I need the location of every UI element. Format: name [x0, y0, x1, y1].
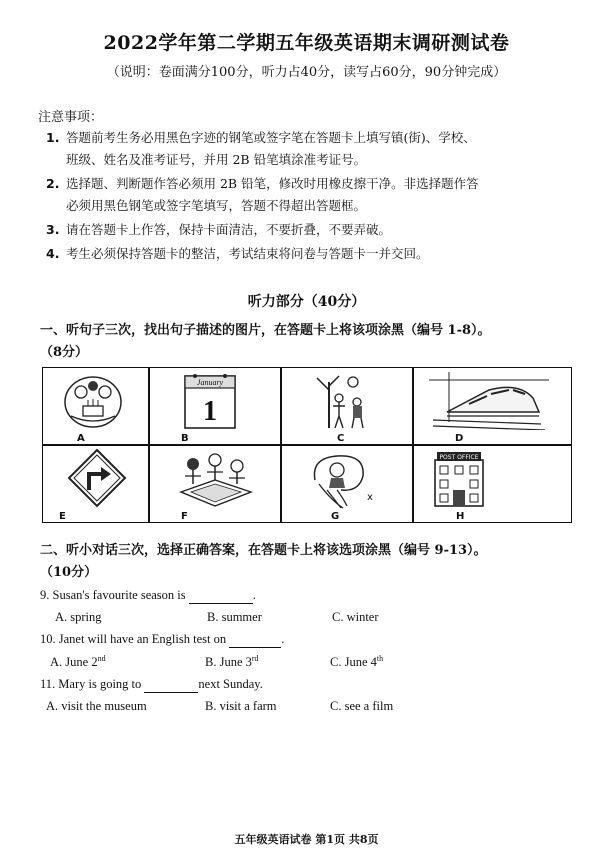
picture-label: C: [337, 433, 345, 444]
page-footer: 五年级英语试卷 第1页 共8页: [234, 833, 379, 846]
question-9: [40, 588, 256, 604]
question-tail: next Sunday.: [198, 677, 263, 691]
note-item: [46, 243, 566, 265]
picture-d[interactable]: [413, 368, 571, 445]
picture-label: B: [181, 433, 189, 444]
option-text: A. June 2: [50, 655, 98, 670]
post-office-sign: POST OFFICE: [439, 454, 479, 461]
part-one-instructions: [40, 320, 570, 364]
post-office-icon: [429, 450, 489, 510]
picnic-icon: [171, 450, 255, 508]
picture-label: A: [77, 433, 85, 444]
answer-blank: [229, 632, 281, 648]
option-11c[interactable]: C. see a film: [330, 699, 394, 713]
train-icon: [429, 372, 549, 430]
note-text: 考生必须保持答题卡的整洁，考试结束将问卷与答题卡一并交回。: [66, 246, 429, 261]
question-10: [40, 632, 284, 648]
calendar-day: 1: [203, 396, 217, 427]
picture-label: E: [59, 511, 66, 522]
ordinal-suffix: nd: [97, 654, 106, 663]
picture-label: G: [331, 511, 340, 522]
option-11a[interactable]: A. visit the museum: [46, 699, 147, 713]
question-11: [40, 677, 263, 693]
note-text: 请在答题卡上作答，保持卡面清洁，不要折叠，不要弄破。: [66, 222, 392, 237]
ordinal-suffix: rd: [251, 654, 259, 663]
picture-h[interactable]: [413, 446, 571, 523]
child-scene-icon: [301, 450, 381, 510]
option-9c[interactable]: C. winter: [332, 610, 379, 624]
picture-c[interactable]: [281, 368, 413, 445]
exam-title: 2022学年第二学期五年级英语期末调研测试卷: [103, 32, 510, 54]
exam-instructions: （说明：卷面满分100分，听力占40分，读写占60分，90分钟完成）: [106, 65, 507, 80]
picture-e[interactable]: [43, 446, 148, 523]
picture-grid: [42, 367, 572, 523]
answer-blank: [144, 677, 198, 693]
option-text: B. June 3: [205, 655, 252, 670]
question-tail: .: [281, 632, 285, 646]
note-item: [46, 219, 566, 241]
picture-label: H: [456, 511, 465, 522]
note-item: [46, 127, 566, 171]
x-mark: x: [367, 492, 373, 503]
calendar-icon: [177, 372, 247, 432]
note-number: 3.: [46, 222, 60, 237]
question-stem: 10. Janet will have an English test on: [40, 632, 227, 646]
note-item: [46, 173, 566, 217]
ordinal-suffix: th: [376, 654, 384, 663]
part-one-points: （8分）: [40, 345, 89, 360]
part-two-line: 二、听小对话三次，选择正确答案，在答题卡上将该选项涂黑（编号 9-13）。: [40, 543, 487, 558]
note-number: 4.: [46, 246, 60, 261]
picture-label: D: [455, 433, 464, 444]
turn-right-sign-icon: [67, 448, 127, 508]
picture-a[interactable]: [43, 368, 148, 445]
note-text: 选择题、判断题作答必须用 2B 铅笔，修改时用橡皮擦干净。非选择题作答: [66, 176, 479, 191]
picture-f[interactable]: [149, 446, 281, 523]
calendar-month: January: [196, 378, 224, 387]
part-one-line: 一、听句子三次，找出句子描述的图片，在答题卡上将该项涂黑（编号 1-8）。: [40, 323, 491, 338]
answer-blank: [189, 588, 253, 604]
notes-heading: 注意事项：: [38, 110, 104, 125]
option-9a[interactable]: A. spring: [55, 610, 102, 624]
picture-label: F: [181, 511, 188, 522]
birthday-party-icon: [63, 372, 123, 430]
option-10b[interactable]: [205, 654, 259, 670]
picture-b[interactable]: [149, 368, 281, 445]
part-two-points: （10分）: [40, 565, 98, 580]
note-text: 班级、姓名及准考证号，并用 2B 铅笔填涂准考证号。: [66, 152, 367, 167]
option-10a[interactable]: [50, 654, 106, 670]
children-tree-icon: [309, 372, 379, 432]
option-11b[interactable]: B. visit a farm: [205, 699, 277, 713]
listening-section-title: 听力部分（40分）: [247, 294, 366, 310]
question-stem: 9. Susan's favourite season is: [40, 588, 186, 602]
question-tail: .: [252, 588, 256, 602]
note-text: 必须用黑色钢笔或签字笔填写，答题不得超出答题框。: [66, 198, 367, 213]
option-9b[interactable]: B. summer: [207, 610, 262, 624]
note-number: 1.: [46, 130, 60, 145]
option-text: C. June 4: [330, 655, 377, 670]
part-two-instructions: [40, 540, 570, 584]
picture-g[interactable]: [281, 446, 413, 523]
note-text: 答题前考生务必用黑色字迹的钢笔或签字笔在答题卡上填写镇(街)、学校、: [66, 130, 476, 145]
note-number: 2.: [46, 176, 60, 191]
option-10c[interactable]: [330, 654, 383, 670]
question-stem: 11. Mary is going to: [40, 677, 142, 691]
